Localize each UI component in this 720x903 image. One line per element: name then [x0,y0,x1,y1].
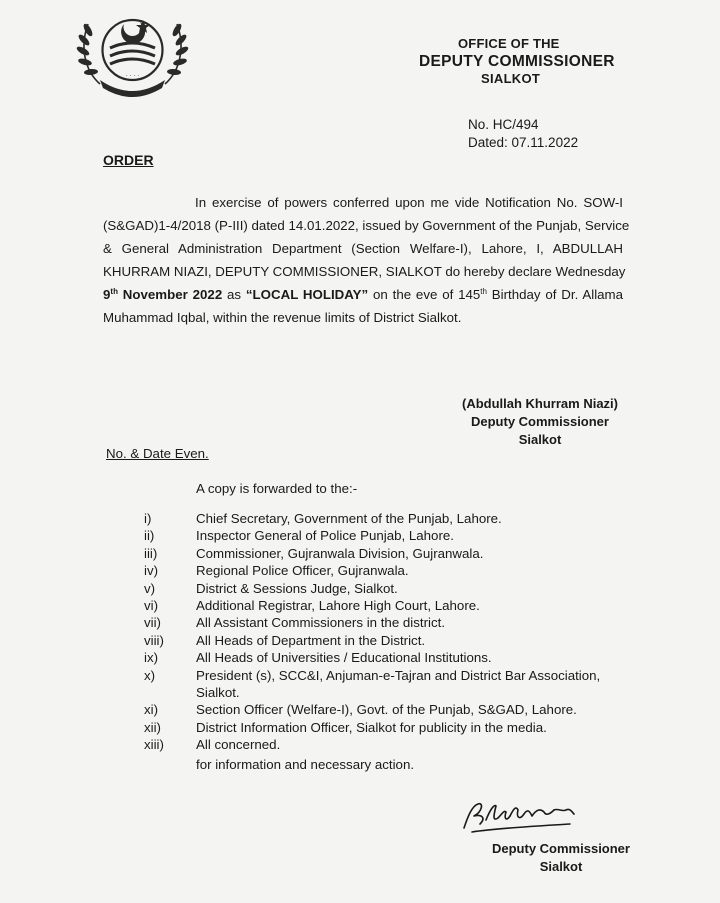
list-item-text: Additional Registrar, Lahore High Court, Lahore. [196,598,480,614]
list-item [144,545,614,562]
order-line: Muhammad Iqbal, within the revenue limits of District Sialkot. [103,310,462,325]
list-item-text: District & Sessions Judge, Sialkot. [196,580,398,596]
copy-recipient-list [144,510,614,754]
order-text-fragment: as [222,287,246,302]
list-item [144,701,614,718]
order-text-fragment: on the eve of 145 [368,287,481,302]
list-item-number: viii) [144,632,164,648]
list-item [144,562,614,579]
order-line: KHURRAM NIAZI, DEPUTY COMMISSIONER, SIALKOT do hereby declare Wednesday [103,264,626,279]
signatory-block-bottom [476,840,646,876]
order-line [103,283,623,306]
forwarding-reference: No. & Date Even. [106,446,209,461]
list-item [144,736,614,753]
signatory-place: Sialkot [539,859,583,874]
list-item-number: iv) [144,563,159,579]
office-heading-line1: OFFICE OF THE [458,36,560,51]
list-item [144,719,614,736]
punjab-emblem-icon [70,6,195,98]
order-line: (S&GAD)1-4/2018 (P-III) dated 14.01.2022, issued by Government of the Punjab, Service [103,218,630,233]
list-item-number: x) [144,667,156,683]
list-item-text: All Heads of Department in the District. [196,632,426,648]
list-item-text: Chief Secretary, Government of the Punjab, Lahore. [196,511,502,526]
list-item [144,597,614,614]
svg-text:· · · ·: · · · · [125,73,140,80]
local-holiday-label: “LOCAL HOLIDAY” [245,287,369,302]
list-item [144,614,614,631]
list-item-number: ii) [144,528,155,544]
birthday-number-suffix: th [480,287,487,296]
list-item [144,667,614,702]
signatory-block-top [440,395,640,449]
order-heading: ORDER [103,152,154,168]
order-body [103,191,630,329]
list-item-text: District Information Officer, Sialkot for publicity in the media. [196,719,547,735]
office-heading-line2: DEPUTY COMMISSIONER [419,53,615,70]
forwarding-intro: A copy is forwarded to the:- [196,481,358,496]
holiday-date-suffix: th [110,287,118,296]
list-item-text: Commissioner, Gujranwala Division, Gujranwala. [196,545,484,561]
signatory-name: (Abdullah Khurram Niazi) [461,396,618,411]
list-item-number: ix) [144,650,159,666]
list-item [144,510,614,527]
list-item-number: xiii) [144,737,164,753]
reference-number: No. HC/494 [468,117,539,132]
order-text-fragment: Birthday of Dr. Allama [486,287,624,302]
list-item-number: v) [144,580,156,596]
list-item-text: All Assistant Commissioners in the district. [196,615,446,631]
reference-date: Dated: 07.11.2022 [468,135,579,150]
list-item-number: iii) [144,545,158,561]
list-item [144,527,614,544]
list-item-number: i) [144,511,152,526]
holiday-date-day: 9 [103,287,111,302]
order-line: & General Administration Department (Section Welfare-I), Lahore, I, ABDULLAH [103,241,623,256]
list-item-text: All concerned. [196,737,281,753]
office-heading-line3: SIALKOT [481,71,541,86]
signatory-title: Deputy Commissioner [492,841,630,856]
list-item-number: vii) [144,615,161,631]
signatory-place: Sialkot [518,432,562,447]
list-item-text: Regional Police Officer, Gujranwala. [196,563,409,579]
list-item [144,649,614,666]
list-item [144,580,614,597]
holiday-date-rest: November 2022 [117,287,223,302]
order-line: In exercise of powers conferred upon me vide Notification No. SOW-I [195,195,623,210]
list-item-text: Section Officer (Welfare-I), Govt. of the Punjab, S&GAD, Lahore. [196,702,577,718]
list-item [144,632,614,649]
list-item-number: vi) [144,598,159,614]
list-item-number: xi) [144,702,159,718]
closing-line: for information and necessary action. [196,757,415,772]
handwritten-signature-icon [458,798,578,836]
list-item-text: Inspector General of Police Punjab, Lahore. [196,528,454,544]
list-item-text: President (s), SCC&I, Anjuman-e-Tajran and District Bar Association, Sialkot. [196,667,601,701]
signatory-title: Deputy Commissioner [471,414,609,429]
list-item-number: xii) [144,719,161,735]
list-item-text: All Heads of Universities / Educational Institutions. [196,650,492,666]
